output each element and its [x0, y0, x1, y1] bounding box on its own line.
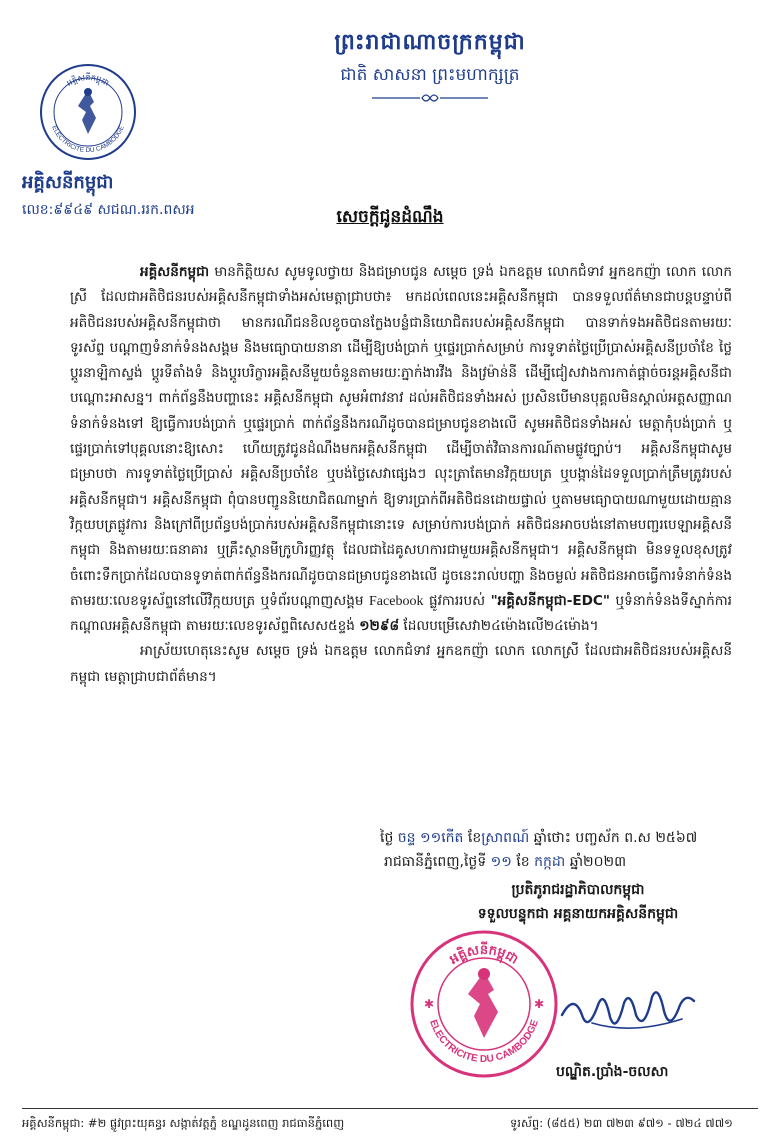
solar-date [380, 850, 740, 874]
stamp-top-text: អគ្គិសនីកម្ពុជា [447, 943, 521, 968]
lunar-year: ឆ្នាំថោះ បញ្ចស័ក ព.ស ២៥៦៧ [533, 830, 698, 846]
body-text: មានកិត្តិយស សូមទូលថ្វាយ និងជម្រាបជូន សម្តេច ទ្រង់ ឯកឧត្តម លោកជំទាវ អ្នកឧកញ៉ា លោក លោកស្រី ដែលជាអតិថិជនរបស់អគ្គិសនីកម្ពុជាទាំងអស់មេត្តាជ្រាបថា៖ មកដល់ពេលនេះអគ្គិសនីកម្ពុជា បានទទួលព័ត៌មានជាបន្តបន្ទាប់ពីអតិថិជនរបស់អគ្គិសនីកម្ពុជាថា មានករណីជនខិលខូចបានក្លែងបន្លំជានិយោជិតរបស់អគ្គិសនីកម្ពុជា បានទាក់ទងអតិថិជនតាមរយៈទូរស័ព្ទ បណ្តាញទំនាក់ទំនងសង្គម និងមធ្យោបាយនានា ដើម្បីឱ្យបង់ប្រាក់ ឬផ្ទេរប្រាក់សម្រាប់ ការទូទាត់ថ្លៃប្រើប្រាស់អគ្គិសនីប្រចាំខែ ថ្លៃប្តូរនាឡិកាស្ទង់ ប្តូរទីតាំងទំ និងប្តូរបរិក្ខារអគ្គិសនីមួយចំនួនតាមរយៈភ្នាក់ងារវីង និងវ្រម៉ាន់នី ដើម្បីជៀសវាងការកាត់ផ្តាច់ចរន្តអគ្គិសនីជាបណ្តោះអាសន្ន។ ពាក់ព័ន្ធនឹងបញ្ហានេះ អគ្គិសនីកម្ពុជា សូមអំពាវនាវ ដល់អតិថិជនទាំងអស់ ប្រសិនបើមានបុគ្គលមិនស្គាល់អត្តសញ្ញាណ ទំនាក់ទំនងទៅ ឱ្យធ្វើការបង់ប្រាក់ ឬផ្ទេរប្រាក់ ពាក់ព័ន្ធនឹងករណីដូចបានជម្រាបជូនខាងលើ សូមអតិថិជនទាំងអស់ មេត្តាកុំបង់ប្រាក់ ឬផ្ទេរប្រាក់ទៅបុគ្គលនោះឱ្យសោះ ហើយត្រូវជូនដំណឹងមកអគ្គិសនីកម្ពុជា ដើម្បីចាត់វិធានការណ៍តាមផ្លូវច្បាប់។ អគ្គិសនីកម្ពុជាសូមជម្រាបថា ការទូទាត់ថ្លៃប្រើប្រាស់ អគ្គិសនីប្រចាំខែ ឬបង់ថ្លៃសេវាផ្សេងៗ លុះត្រាតែមានវិក្កយបត្រ ឬបង្កាន់ដៃទទួលប្រាក់ត្រឹមត្រូវរបស់អគ្គិសនីកម្ពុជា។ អគ្គិសនីកម្ពុជា ពុំបានបញ្ជូននិយោជិតណាម្នាក់ ឱ្យទារប្រាក់ពីអតិថិជនដោយផ្ទាល់ ឬតាមមធ្យោបាយណាមួយដោយគ្មានវិក្កយបត្រផ្លូវការ និងក្រៅពីប្រព័ន្ធបង់ប្រាក់របស់អគ្គិសនីកម្ពុជានោះទេ សម្រាប់ការបង់ប្រាក់ អតិថិជនអាចបង់នៅតាមបញ្ជរបេឡាអគ្គិសនីកម្ពុជា និងតាមរយៈធនាគារ ឬគ្រឹះស្ថានមីក្រូហិរញ្ញវត្ថុ ដែលជាដៃគូសហការជាមួយអគ្គិសនីកម្ពុជា។ អគ្គិសនីកម្ពុជា មិនទទួលខុសត្រូវចំពោះទឹកប្រាក់ដែលបានទូទាត់ពាក់ព័ន្ធនឹងករណីដូចបានជម្រាបជូនខាងលើ ដូចនេះរាល់បញ្ហា និងចម្ងល់ អតិថិជនអាចធ្វើការទំនាក់ទំនងតាមរយៈលេខទូរស័ព្ទនៅលើវិក្កយបត្រ ឬទំព័របណ្តាញសង្គម [70, 264, 732, 609]
body-text-4: ដែលបម្រើសេវា២៤ម៉ោងលើ២៤ម៉ោង។ [399, 618, 599, 635]
hotline-number: ១២៩៨ [359, 618, 400, 635]
notice-title: សេចក្តីជូនដំណឹង [336, 207, 444, 227]
lunar-month: ស្រាពណ៍ [481, 830, 530, 846]
motto-ornament [370, 92, 490, 104]
svg-text:✱: ✱ [534, 997, 545, 1011]
national-motto: ជាតិ សាសនា ព្រះមហាក្សត្រ [340, 65, 520, 85]
svg-text:✱: ✱ [424, 997, 435, 1011]
footer-address: អគ្គិសនីកម្ពុជា: #២ ផ្លូវព្រះយុគន្ធរ សង្កាត់វត្តភ្នំ ខណ្ឌដូនពេញ រាជធានីភ្នំពេញ [22, 1116, 345, 1130]
solar-month: កក្កដា [534, 854, 566, 870]
signatory-title-line-1: ប្រតិភូរាជរដ្ឋាភិបាលកម្ពុជា [511, 882, 645, 898]
kingdom-title: ព្រះរាជាណាចក្រកម្ពុជា [334, 30, 526, 55]
signer-name: បណ្ឌិត.ប្រាំង-ចលសា [556, 1064, 669, 1080]
edc-logo [38, 62, 138, 162]
solar-prefix: រាជធានីភ្នំពេញ,ថ្ងៃទី [384, 854, 487, 870]
signatory-title [418, 878, 738, 926]
date-block [380, 826, 740, 874]
lunar-date [380, 826, 740, 850]
solar-year: ឆ្នាំ២០២៣ [569, 854, 627, 870]
solar-month-label: ខែ [516, 854, 530, 870]
official-stamp [408, 928, 560, 1080]
notice-body [70, 260, 732, 690]
svg-text:អគ្គិសនីកម្ពុជា [65, 72, 110, 88]
stamp-bottom-text: ELECTRICITE DU CAMBODGE [427, 1018, 541, 1066]
handwritten-signature [552, 975, 702, 1045]
lunar-prefix: ថ្ងៃ [380, 830, 394, 846]
organization-name: អគ្គិសនីកម្ពុជា [22, 172, 114, 193]
kingdom-header [260, 28, 600, 108]
lunar-month-label: ខែ [467, 830, 482, 846]
logo-top-text: អគ្គិសនីកម្ពុជា [65, 73, 111, 88]
body-paragraph-1 [70, 260, 732, 639]
solar-day: ១១ [490, 854, 512, 870]
edc-logo-emblem [38, 62, 138, 162]
signatory-title-line-2: ទទួលបន្ទុកជា អគ្គនាយកអគ្គិសនីកម្ពុជា [477, 906, 679, 922]
reference-number: លេខ:៩៩៤៩ សជណ.ររក.ពសអ [22, 202, 195, 218]
logo-bottom-text: ELECTRICITE DU CAMBODGE [50, 124, 126, 155]
body-lead: អគ្គិសនីកម្ពុជា [140, 264, 210, 280]
body-paragraph-2: អាស្រ័យហេតុនេះសូម សម្តេច ទ្រង់ ឯកឧត្តម លោកជំទាវ អ្នកឧកញ៉ា លោក លោកស្រី ដែលជាអតិថិជនរបស់អគ្គិសនីកម្ពុជា មេត្តាជ្រាបជាព័ត៌មាន។ [70, 643, 732, 685]
svg-text:អគ្គិសនីកម្ពុជា [446, 941, 520, 968]
facebook-text: Facebook [369, 593, 424, 609]
footer-divider [22, 1108, 758, 1109]
body-text-2: ផ្លូវការរបស់ [423, 592, 491, 609]
lunar-day: ចន្ទ ១១កើត [397, 830, 464, 846]
footer-phone: ទូរស័ព្ទ: (៨៥៥) ២៣ ៧២៣ ៩៧១ - ៧២៤ ៧៧១ [510, 1116, 733, 1130]
body-text-3: ឬទំនាក់ទំនងទីស្នាក់ការកណ្តាលអគ្គិសនីកម្ពុជា តាមរយៈលេខទូរស័ព្ទពិសេស៥ខ្ទង់ [70, 592, 732, 635]
facebook-page-name: "អគ្គិសនីកម្ពុជា-EDC" [490, 592, 610, 609]
